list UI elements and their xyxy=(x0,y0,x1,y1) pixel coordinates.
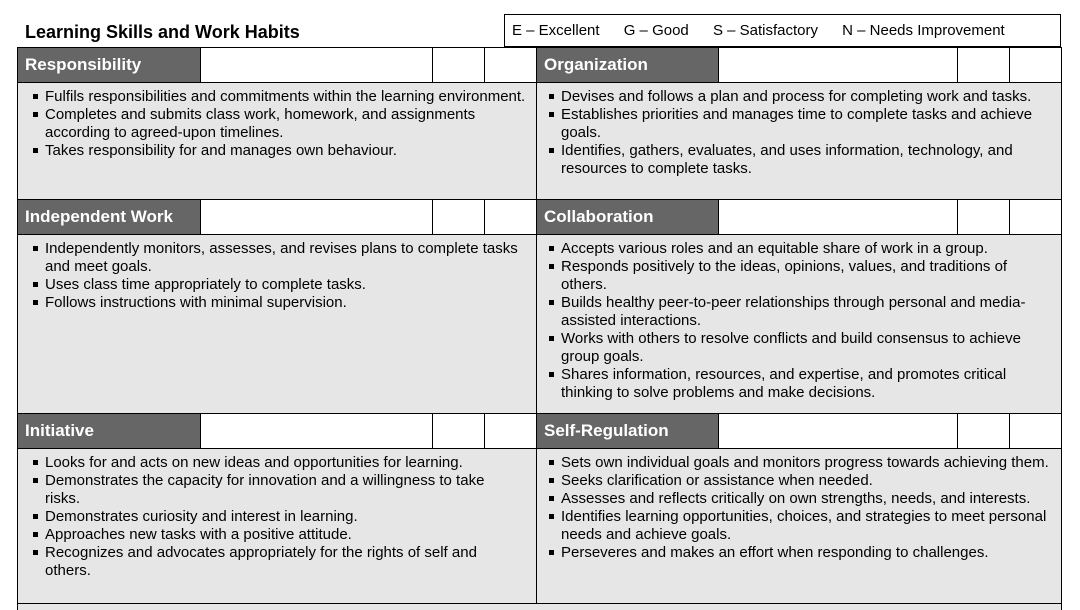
rating-legend xyxy=(504,14,1061,47)
list-item: Fulfils responsibilities and commitments within the learning environment. xyxy=(31,88,530,106)
list-item: Shares information, resources, and expertise, and promotes critical thinking to solve problems and make decisions. xyxy=(547,366,1055,402)
mark-box-term-1[interactable] xyxy=(957,414,1009,448)
section-independent-work xyxy=(18,200,537,414)
section-title: Initiative xyxy=(18,414,201,448)
list-item: Completes and submits class work, homework, and assignments according to agreed-upon timelines. xyxy=(31,106,530,142)
bullet-list xyxy=(31,240,530,312)
section-responsibility xyxy=(18,48,537,200)
section-header xyxy=(537,48,1061,83)
page-title: Learning Skills and Work Habits xyxy=(25,22,300,42)
section-self-regulation xyxy=(537,414,1062,604)
next-section-edge xyxy=(18,604,1062,610)
list-item: Devises and follows a plan and process for completing work and tasks. xyxy=(547,88,1055,106)
legend-needs-improvement: N – Needs Improvement xyxy=(842,22,1005,39)
bullet-list xyxy=(31,454,506,580)
section-title: Responsibility xyxy=(18,48,201,82)
section-organization xyxy=(537,48,1062,200)
list-item: Recognizes and advocates appropriately for the rights of self and others. xyxy=(31,544,506,580)
list-item: Independently monitors, assesses, and revises plans to complete tasks and meet goals. xyxy=(31,240,530,276)
list-item: Uses class time appropriately to complete tasks. xyxy=(31,276,530,294)
mark-box-term-2[interactable] xyxy=(484,48,536,82)
skills-grid xyxy=(17,47,1062,610)
mark-box-term-1[interactable] xyxy=(432,414,484,448)
mark-box-term-2[interactable] xyxy=(1009,414,1061,448)
list-item: Identifies learning opportunities, choices, and strategies to meet personal needs and achieve goals. xyxy=(547,508,1055,544)
list-item: Approaches new tasks with a positive attitude. xyxy=(31,526,506,544)
section-title: Collaboration xyxy=(537,200,719,234)
legend-satisfactory: S – Satisfactory xyxy=(712,22,818,39)
list-item: Establishes priorities and manages time to complete tasks and achieve goals. xyxy=(547,106,1055,142)
list-item: Demonstrates the capacity for innovation and a willingness to take risks. xyxy=(31,472,506,508)
section-header xyxy=(537,414,1061,449)
section-title: Organization xyxy=(537,48,719,82)
bullet-list xyxy=(31,88,530,160)
mark-box-term-1[interactable] xyxy=(432,48,484,82)
mark-box-term-1[interactable] xyxy=(957,48,1009,82)
section-header xyxy=(18,48,536,83)
mark-box-term-2[interactable] xyxy=(1009,200,1061,234)
section-title: Independent Work xyxy=(18,200,201,234)
section-header xyxy=(537,200,1061,235)
list-item: Perseveres and makes an effort when responding to challenges. xyxy=(547,544,1055,562)
mark-box-term-2[interactable] xyxy=(484,414,536,448)
section-header xyxy=(18,200,536,235)
list-item: Assesses and reflects critically on own strengths, needs, and interests. xyxy=(547,490,1055,508)
list-item: Looks for and acts on new ideas and opportunities for learning. xyxy=(31,454,506,472)
bullet-list xyxy=(547,88,1055,178)
legend-excellent: E – Excellent xyxy=(512,22,600,39)
section-header xyxy=(18,414,536,449)
list-item: Follows instructions with minimal supervision. xyxy=(31,294,530,312)
section-title: Self-Regulation xyxy=(537,414,719,448)
section-collaboration xyxy=(537,200,1062,414)
list-item: Sets own individual goals and monitors progress towards achieving them. xyxy=(547,454,1055,472)
legend-good: G – Good xyxy=(623,22,689,39)
list-item: Responds positively to the ideas, opinions, values, and traditions of others. xyxy=(547,258,1055,294)
bullet-list xyxy=(547,240,1055,402)
list-item: Seeks clarification or assistance when needed. xyxy=(547,472,1055,490)
mark-box-term-1[interactable] xyxy=(957,200,1009,234)
list-item: Accepts various roles and an equitable share of work in a group. xyxy=(547,240,1055,258)
bullet-list xyxy=(547,454,1055,562)
section-initiative xyxy=(18,414,537,604)
list-item: Demonstrates curiosity and interest in learning. xyxy=(31,508,506,526)
mark-box-term-1[interactable] xyxy=(432,200,484,234)
list-item: Identifies, gathers, evaluates, and uses information, technology, and resources to complete tasks. xyxy=(547,142,1055,178)
mark-box-term-2[interactable] xyxy=(484,200,536,234)
list-item: Works with others to resolve conflicts and build consensus to achieve group goals. xyxy=(547,330,1055,366)
list-item: Builds healthy peer-to-peer relationships through personal and media-assisted interactions. xyxy=(547,294,1055,330)
list-item: Takes responsibility for and manages own behaviour. xyxy=(31,142,530,160)
mark-box-term-2[interactable] xyxy=(1009,48,1061,82)
